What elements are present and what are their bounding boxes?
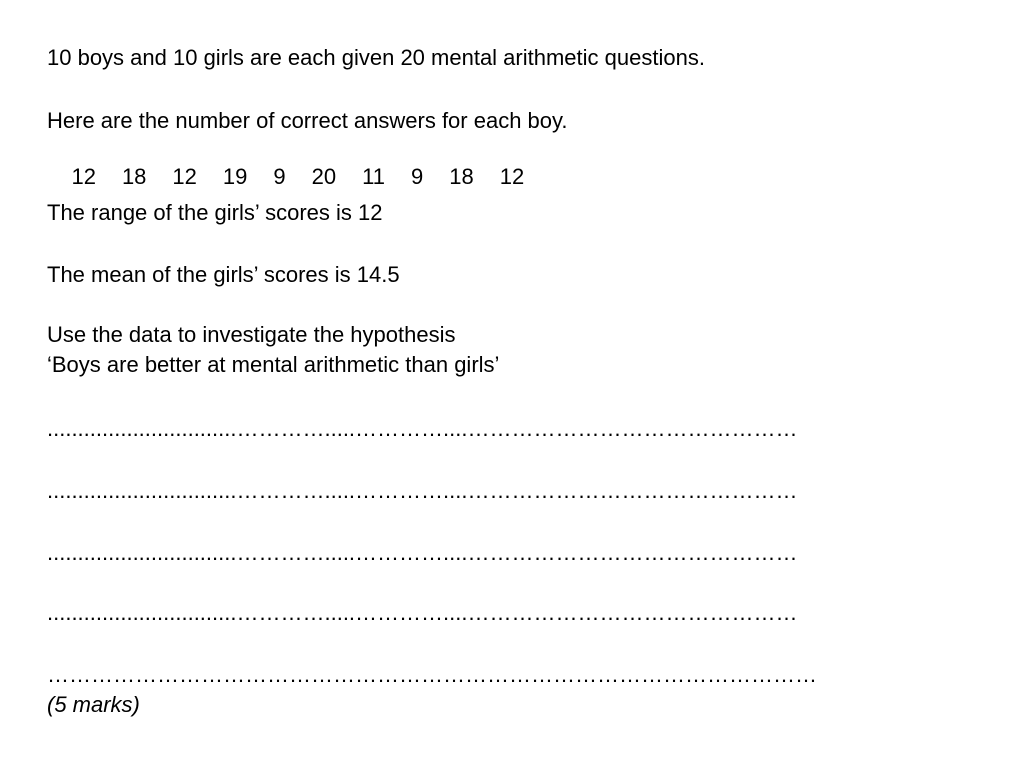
boy-score: 12 — [71, 164, 96, 189]
boy-score: 12 — [499, 164, 525, 189]
girls-range-text: The range of the girls’ scores is 12 — [47, 200, 383, 225]
boy-score: 12 — [172, 164, 197, 189]
boy-score: 18 — [121, 164, 147, 189]
boy-score: 20 — [311, 164, 337, 189]
answer-line-4[interactable]: ...............................………….....…………....……………………………………… — [47, 600, 798, 625]
answer-line-5[interactable]: …………………………………………………………………………………………… — [47, 662, 817, 687]
worksheet-page — [47, 0, 997, 768]
intro-text: 10 boys and 10 girls are each given 20 mental arithmetic questions. — [47, 45, 705, 70]
girls-mean-text: The mean of the girls’ scores is 14.5 — [47, 262, 400, 287]
boy-score: 19 — [222, 164, 248, 189]
boy-score: 9 — [273, 164, 286, 189]
boy-score: 11 — [362, 164, 385, 189]
boys-heading: Here are the number of correct answers for each boy. — [47, 108, 568, 133]
task-line-1: Use the data to investigate the hypothesis — [47, 322, 456, 347]
boy-score: 18 — [449, 164, 474, 189]
hypothesis-text: ‘Boys are better at mental arithmetic than girls’ — [47, 352, 500, 377]
answer-line-2[interactable]: ...............................………….....…………....……………………………………… — [47, 478, 798, 503]
answer-line-3[interactable]: ...............................………….....…………....……………………………………… — [47, 540, 798, 565]
boy-score: 9 — [410, 164, 424, 189]
answer-line-1[interactable]: ...............................………….....…………....……………………………………… — [47, 416, 798, 441]
marks-label: (5 marks) — [47, 692, 140, 717]
